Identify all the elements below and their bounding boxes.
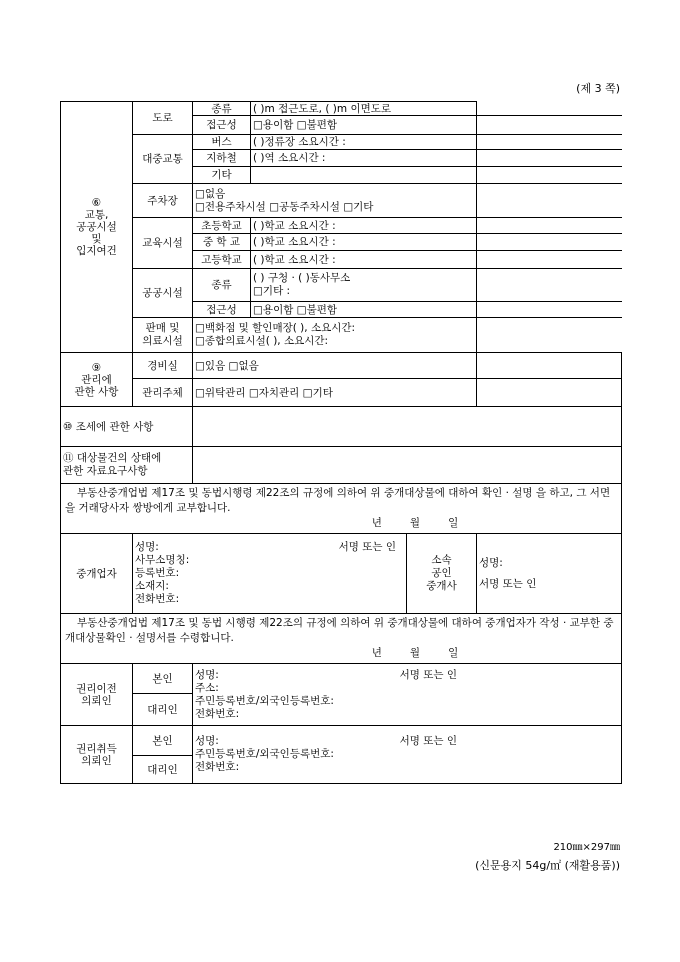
broker-phone[interactable]: 전화번호: xyxy=(135,593,180,605)
acquirer-info xyxy=(193,726,622,784)
acquirer-sign[interactable]: 서명 또는 인 xyxy=(399,735,457,747)
tax-label: ⑩ 조세에 관한 사항 xyxy=(61,407,193,447)
middle-school-field[interactable]: ( )학교 소요시간 : xyxy=(251,234,477,251)
statement-receipt: 부동산중개업법 제17조 및 동법 시행령 제22조의 규정에 의하여 위 중개대상물에 대하여 중개업자가 작성 · 교부한 중개대상물확인 · 설명서를 수령합니다. 년 월 일 xyxy=(61,614,622,664)
road-access-checkboxes[interactable]: □용이함 □불편함 xyxy=(251,116,477,135)
statement-confirm: 부동산중개업법 제17조 및 동법시행령 제22조의 규정에 의하여 위 중개대상물에 대하여 확인 · 설명 을 하고, 그 서면을 거래당사자 쌍방에게 교부합니다. 년 월 일 xyxy=(61,484,622,534)
bus-label: 버스 xyxy=(193,135,251,150)
acquirer-phone[interactable]: 전화번호: xyxy=(195,761,240,773)
broker-label: 중개업자 xyxy=(61,534,133,614)
paper-size: 210㎜×297㎜ xyxy=(553,842,620,853)
elementary-label: 초등학교 xyxy=(193,218,251,234)
affiliated-info xyxy=(477,534,622,614)
education-label: 교육시설 xyxy=(133,218,193,269)
broker-name[interactable]: 성명: xyxy=(135,541,159,553)
transferor-name[interactable]: 성명: xyxy=(195,668,219,681)
retail-label: 판매 및 의료시설 xyxy=(133,318,193,353)
sec9-label: ⑨ 관리에 관한 사항 xyxy=(61,353,133,407)
public-access-checkboxes[interactable]: □용이함 □불편함 xyxy=(251,302,477,318)
high-school-label: 고등학교 xyxy=(193,251,251,269)
affiliated-sign[interactable]: 서명 또는 인 xyxy=(479,577,537,590)
parking-label: 주차장 xyxy=(133,184,193,218)
broker-reg[interactable]: 등록번호: xyxy=(135,567,180,579)
statement-confirm-date: 년 월 일 xyxy=(371,517,459,529)
affiliated-label: 소속 공인 중개사 xyxy=(407,534,477,614)
acquirer-label: 권리취득 의뢰인 xyxy=(61,726,133,784)
broker-sign[interactable]: 서명 또는 인 xyxy=(338,541,396,553)
sec6-label: ⑥ 교통, 공공시설 및 입지여건 xyxy=(61,102,133,353)
condition-field[interactable] xyxy=(193,447,622,484)
middle-school-label: 중 학 교 xyxy=(193,234,251,251)
acquirer-id[interactable]: 주민등록번호/외국인등록번호: xyxy=(195,748,334,760)
public-label: 공공시설 xyxy=(133,269,193,318)
transferor-self: 본인 xyxy=(133,664,193,694)
road-type-field[interactable]: ( )m 접근도로, ( )m 이면도로 xyxy=(251,102,477,116)
transferor-info xyxy=(193,664,622,726)
public-type-label: 종류 xyxy=(193,269,251,302)
subway-label: 지하철 xyxy=(193,150,251,167)
broker-office[interactable]: 사무소명칭: xyxy=(135,554,190,566)
high-school-field[interactable]: ( )학교 소요시간 : xyxy=(251,251,477,269)
acquirer-name[interactable]: 성명: xyxy=(195,735,219,747)
retail-field[interactable]: □백화점 및 할인매장( ), 소요시간: □종합의료시설( ), 소요시간: xyxy=(193,318,477,353)
transferor-label: 권리이전 의뢰인 xyxy=(61,664,133,726)
transit-other-label: 기타 xyxy=(193,167,251,184)
condition-label: ⑪ 대상물건의 상태에 관한 자료요구사항 xyxy=(61,447,193,484)
guard-label: 경비실 xyxy=(133,353,193,379)
transferor-address[interactable]: 주소: xyxy=(195,681,219,694)
public-access-label: 접근성 xyxy=(193,302,251,318)
public-type-field[interactable]: ( ) 구청 · ( )동사무소 □기타 : xyxy=(251,269,477,302)
road-access-label: 접근성 xyxy=(193,116,251,135)
transferor-agent: 대리인 xyxy=(133,694,193,726)
paper-spec: (신문용지 54g/㎡ (재활용품)) xyxy=(475,859,620,872)
page-number: (제 3 쪽) xyxy=(576,82,620,95)
parking-field[interactable]: □없음 □전용주차시설 □공동주차시설 □기타 xyxy=(193,184,477,218)
bus-field[interactable]: ( )정류장 소요시간 : xyxy=(251,135,477,150)
guard-checkboxes[interactable]: □있음 □없음 xyxy=(193,353,477,379)
mgmt-label: 관리주체 xyxy=(133,379,193,407)
mgmt-checkboxes[interactable]: □위탁관리 □자치관리 □기타 xyxy=(193,379,477,407)
tax-field[interactable] xyxy=(193,407,622,447)
acquirer-self: 본인 xyxy=(133,726,193,756)
transferor-sign[interactable]: 서명 또는 인 xyxy=(399,668,457,681)
transit-label: 대중교통 xyxy=(133,135,193,184)
confirmation-form xyxy=(60,101,622,784)
elementary-field[interactable]: ( )학교 소요시간 : xyxy=(251,218,477,234)
road-label: 도로 xyxy=(133,102,193,135)
transferor-id[interactable]: 주민등록번호/외국인등록번호: xyxy=(195,694,334,707)
subway-field[interactable]: ( )역 소요시간 : xyxy=(251,150,477,167)
transferor-phone[interactable]: 전화번호: xyxy=(195,707,240,720)
broker-info xyxy=(133,534,407,614)
acquirer-agent: 대리인 xyxy=(133,756,193,784)
statement-receipt-date: 년 월 일 xyxy=(371,647,459,659)
broker-address[interactable]: 소재지: xyxy=(135,580,169,592)
transit-other-field[interactable] xyxy=(251,167,477,184)
affiliated-name[interactable]: 성명: xyxy=(479,556,503,569)
road-type-label: 종류 xyxy=(193,102,251,116)
